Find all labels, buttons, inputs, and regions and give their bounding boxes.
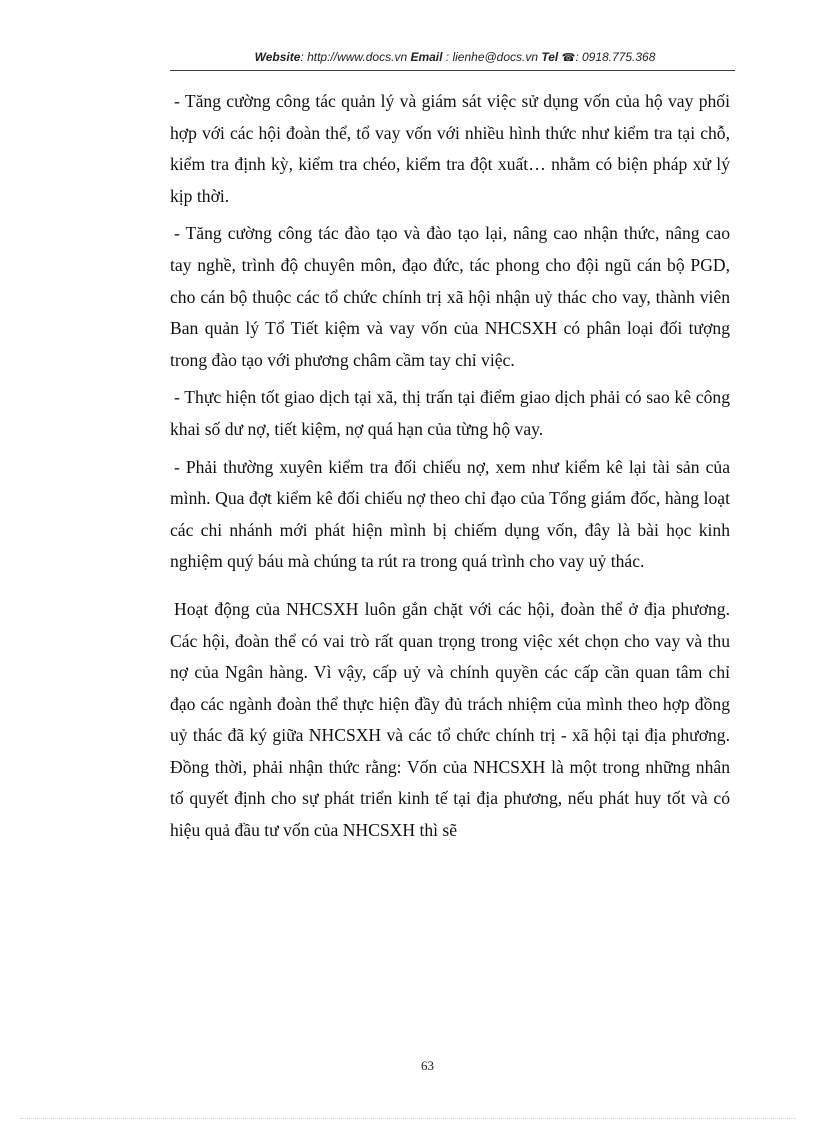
document-body bbox=[170, 86, 730, 847]
page-header bbox=[170, 50, 740, 64]
tel-value: : 0918.775.368 bbox=[575, 50, 656, 64]
footer-divider bbox=[20, 1118, 796, 1119]
header-divider bbox=[170, 70, 735, 71]
paragraph-4: - Phải thường xuyên kiểm tra đối chiếu nợ, xem như kiểm kê lại tài sản của mình. Qua đợt kiểm kê đối chiếu nợ theo chỉ đạo của Tổng giám đốc, hàng loạt các chi nhánh mới phát hiện mình bị chiếm dụng vốn, đây là bài học kinh nghiệm quý báu mà chúng ta rút ra trong quá trình cho vay uỷ thác. bbox=[170, 456, 730, 572]
website-label: Website bbox=[254, 50, 301, 64]
email-value: : lienhe@docs.vn bbox=[442, 50, 542, 64]
paragraph-2: - Tăng cường công tác đào tạo và đào tạo lại, nâng cao nhận thức, nâng cao tay nghề, trình độ chuyên môn, đạo đức, tác phong cho đội ngũ cán bộ PGD, cho cán bộ thuộc các tổ chức chính trị xã hội nhận uỷ thác cho vay, thành viên Ban quản lý Tổ Tiết kiệm và vay vốn của NHCSXH có phân loại đối tượng trong đào tạo với phương châm cầm tay chỉ việc. bbox=[170, 223, 730, 370]
paragraph-1: - Tăng cường công tác quản lý và giám sát việc sử dụng vốn của hộ vay phối hợp với các hội đoàn thể, tổ vay vốn với nhiều hình thức như kiểm tra tại chỗ, kiểm tra định kỳ, kiểm tra chéo, kiểm tra đột xuất… nhằm có biện pháp xử lý kịp thời. bbox=[170, 91, 730, 206]
website-value: : http://www.docs.vn bbox=[300, 50, 411, 64]
phone-icon: ☎ bbox=[561, 52, 576, 64]
paragraph-5: Hoạt động của NHCSXH luôn gắn chặt với các hội, đoàn thể ở địa phương. Các hội, đoàn thể có vai trò rất quan trọng trong việc xét chọn cho vay và thu nợ của Ngân hàng. Vì vậy, cấp uỷ và chính quyền các cấp cần quan tâm chỉ đạo các ngành đoàn thể thực hiện đầy đủ trách nhiệm của mình theo hợp đồng uỷ thác đã ký giữa NHCSXH và các tổ chức chính trị - xã hội tại địa phương. Đồng thời, phải nhận thức rằng: Vốn của NHCSXH là một trong những nhân tố quyết định cho sự phát triển kinh tế tại địa phương, nếu phát huy tốt và có hiệu quả đầu tư vốn của NHCSXH thì sẽ bbox=[170, 598, 730, 841]
paragraph-3: - Thực hiện tốt giao dịch tại xã, thị trấn tại điểm giao dịch phải có sao kê công khai số dư nợ, tiết kiệm, nợ quá hạn của từng hộ vay. bbox=[170, 387, 730, 439]
page-number: 63 bbox=[421, 1058, 434, 1073]
tel-label: Tel bbox=[541, 50, 562, 64]
email-label: Email bbox=[410, 50, 443, 64]
